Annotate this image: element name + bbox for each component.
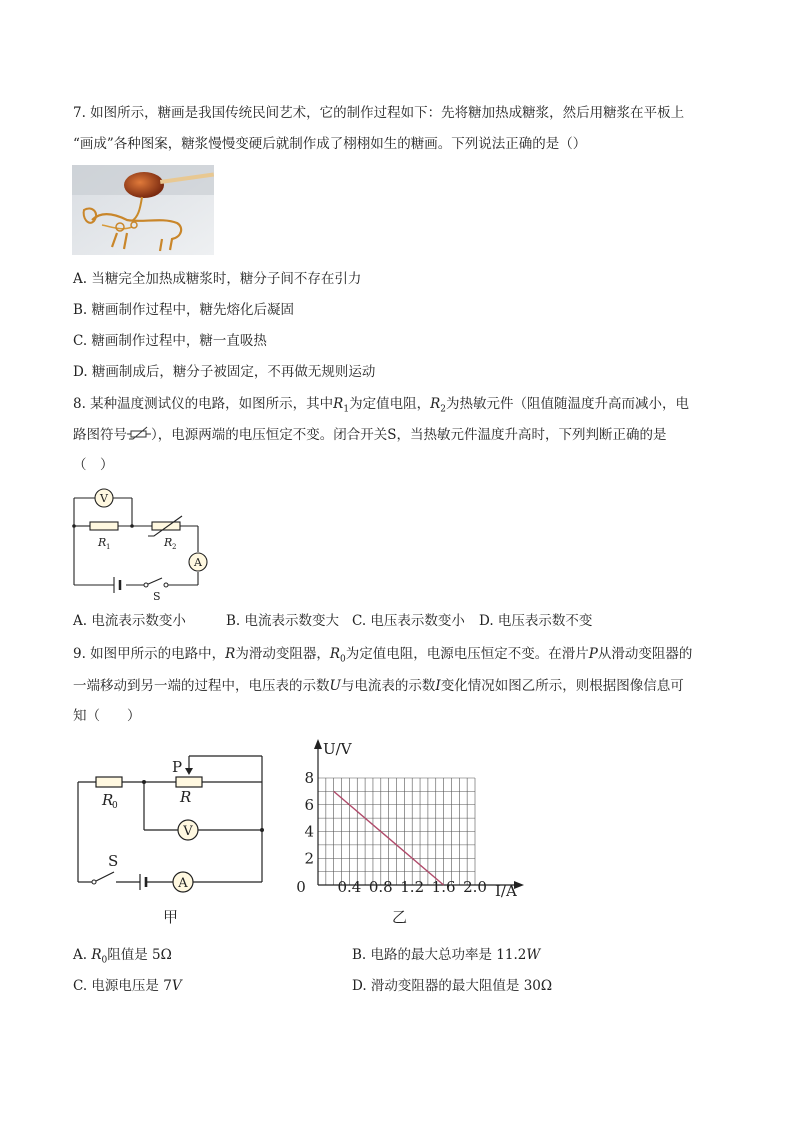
q9-text-a: 9. 如图甲所示的电路中， (73, 646, 226, 662)
q9-option-a-text: 阻值是 5Ω (107, 947, 172, 963)
q8-option-b: B. 电流表示数变大 (226, 613, 340, 629)
r1-label: R (98, 536, 107, 549)
q9-line-3: 知（ ） (73, 708, 141, 724)
voltmeter-label: V (100, 492, 108, 505)
p-label: P (172, 758, 183, 776)
q9-option-a (73, 946, 172, 970)
q9-line-2 (73, 677, 684, 695)
q9-option-d: D. 滑动变阻器的最大阻值是 30Ω (352, 978, 553, 994)
thermistor-symbol-icon (127, 426, 151, 445)
r0-resistor (96, 777, 122, 787)
q8-text-a: 8. 某种温度测试仪的电路，如图所示，其中 (73, 396, 334, 412)
q9-text-g: 变化情况如图乙所示，则根据图像信息可 (440, 678, 684, 694)
q9-option-a-sub: 0 (101, 955, 108, 966)
q7-option-d: D. 糖画制成后，糖分子被固定，不再做无规则运动 (73, 364, 376, 380)
voltmeter-icon (178, 820, 198, 840)
r1-resistor (90, 522, 118, 530)
x-tick-label: 0 (296, 878, 306, 896)
switch-label: S (108, 852, 119, 870)
q8-option-a: A. 电流表示数变小 (73, 613, 186, 629)
q8-text-b: 为定值电阻， (349, 396, 431, 412)
q8-option-d: D. 电压表示数不变 (479, 613, 593, 629)
x-axis-label: I/A (495, 882, 517, 900)
q9-text-e: 一端移动到另一端的过程中，电压表的示数 (73, 678, 330, 694)
q9-graph-yi (295, 735, 535, 928)
q9-option-a-prefix: A. (73, 947, 92, 963)
q9-option-c (73, 977, 182, 995)
q9-option-b-text: B. 电路的最大总功率是 11.2 (352, 947, 527, 963)
graph-axes (314, 739, 524, 889)
graph-caption: 乙 (392, 908, 408, 926)
r0-label: R (102, 791, 114, 809)
q7-line-2: “画成”各种图案，糖浆慢慢变硬后就制作成了栩栩如生的糖画。下列说法正确的是（） (73, 136, 587, 152)
r0-symbol: R (329, 646, 341, 662)
x-tick-label: 1.6 (431, 878, 456, 896)
voltmeter-icon (95, 489, 113, 507)
u-symbol: U (329, 678, 341, 694)
y-axis-arrow (314, 739, 322, 749)
q9-option-b (352, 946, 540, 964)
q9-option-c-text: C. 电源电压是 7 (73, 978, 172, 994)
q9-text-f: 与电流表的示数 (340, 678, 436, 694)
r2-subscript: 2 (440, 404, 446, 415)
r-label: R (180, 788, 192, 806)
p-symbol: P (588, 646, 598, 662)
q8-option-c: C. 电压表示数变小 (352, 613, 465, 629)
r1-symbol: R (333, 396, 344, 412)
q9-option-a-r: R (91, 947, 102, 963)
q9-text-b: 为滑动变阻器， (235, 646, 330, 662)
ammeter-icon (173, 872, 193, 892)
r1-subscript: 1 (343, 404, 350, 415)
r2-label: R (164, 536, 173, 549)
q7-option-a: A. 当糖完全加热成糖浆时，糖分子间不存在引力 (73, 271, 362, 287)
q8-text-d: 路图符号 (73, 427, 127, 443)
q8-text-e: ），电源两端的电压恒定不变。闭合开关S，当热敏元件温度升高时，下列判断正确的是 (151, 427, 667, 443)
switch-label: S (153, 590, 161, 602)
ammeter-icon (189, 553, 207, 571)
q8-line-2 (73, 426, 667, 445)
y-tick-label: 2 (304, 849, 314, 868)
x-tick-label: 1.2 (400, 878, 425, 896)
q9-line-1 (73, 645, 692, 669)
x-tick-label: 2.0 (463, 878, 487, 896)
circuit-caption: 甲 (163, 908, 179, 926)
q9-option-b-unit: W (526, 947, 541, 963)
q9-text-c: 为定值电阻，电源电压恒定不变。在滑片 (345, 646, 589, 662)
q8-circuit-diagram (70, 484, 218, 602)
sugar-painting-photo (72, 165, 214, 255)
y-tick-label: 4 (304, 822, 314, 841)
voltmeter-label: V (183, 824, 193, 839)
q7-option-b: B. 糖画制作过程中，糖先熔化后凝固 (73, 302, 295, 318)
q8-line-3: （ ） (73, 457, 114, 473)
r-symbol: R (225, 646, 236, 662)
ammeter-label: A (194, 556, 202, 569)
r0-subscript: 0 (340, 654, 346, 665)
r2-thermistor (152, 522, 180, 530)
graph-ticks (296, 769, 487, 896)
q8-text-c: 为热敏元件（阻值随温度升高而减小，电 (445, 396, 689, 412)
y-axis-label: U/V (323, 740, 352, 758)
y-tick-label: 6 (304, 795, 314, 814)
r1-label-sub: 1 (106, 543, 111, 551)
r2-symbol: R (430, 396, 441, 412)
r0-label-sub: 0 (112, 801, 118, 811)
q9-text-d: 从滑动变阻器的 (597, 646, 693, 662)
q9-option-c-unit: V (171, 978, 182, 994)
graph-grid (318, 778, 475, 885)
x-tick-label: 0.8 (368, 878, 393, 896)
q8-line-1 (73, 395, 689, 419)
r2-label-sub: 2 (172, 543, 177, 551)
ammeter-label: A (178, 876, 188, 891)
q7-option-c: C. 糖画制作过程中，糖一直吸热 (73, 333, 267, 349)
y-tick-label: 8 (304, 769, 314, 787)
x-tick-label: 0.4 (337, 878, 362, 896)
r-rheostat (176, 777, 202, 787)
i-symbol: I (435, 678, 441, 694)
q7-line-1: 7. 如图所示，糖画是我国传统民间艺术，它的制作过程如下：先将糖加热成糖浆，然后用糖浆在平板上 (73, 105, 685, 121)
q9-circuit-jia (70, 748, 270, 928)
